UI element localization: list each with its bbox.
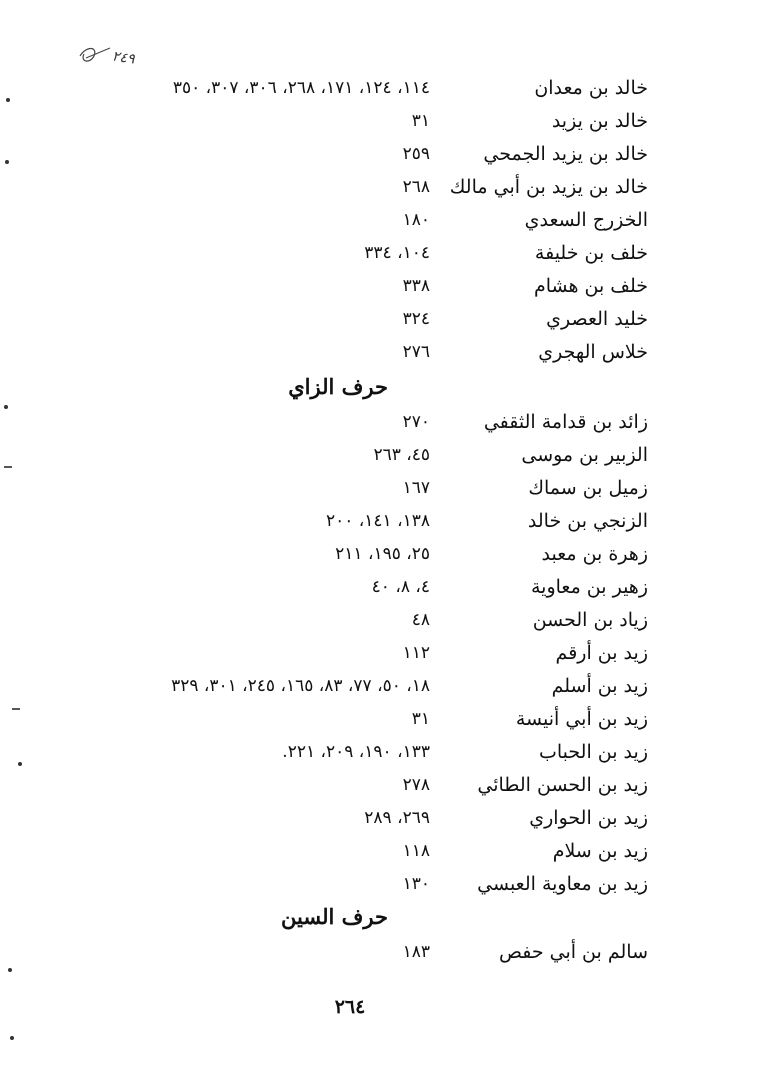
index-entry — [0, 139, 758, 169]
entry-name: زيد بن معاوية العبسي — [477, 873, 648, 895]
section-heading: حرف الزاي — [288, 374, 388, 399]
entry-name: خالد بن يزيد الجمحي — [483, 143, 648, 165]
index-entry — [0, 337, 758, 367]
entry-name: زهير بن معاوية — [530, 576, 648, 598]
entry-pages: ١١٨ — [402, 841, 430, 861]
section-heading: حرف السين — [281, 904, 388, 929]
index-entry — [0, 737, 758, 767]
index-entry — [0, 836, 758, 866]
entry-name: خليد العصري — [546, 308, 648, 330]
scan-speck — [5, 160, 9, 164]
scan-speck — [4, 405, 8, 409]
index-entry — [0, 473, 758, 503]
entry-name: زيد بن أبي أنيسة — [515, 708, 648, 730]
entry-pages: ١٠٤، ٣٣٤ — [364, 243, 430, 263]
index-entry — [0, 106, 758, 136]
scan-speck — [12, 708, 20, 710]
entry-pages: ١١٢ — [402, 643, 430, 663]
index-entry — [0, 238, 758, 268]
scan-speck — [6, 98, 10, 102]
entry-pages: ٣١ — [411, 709, 430, 729]
entry-pages: ٢٥، ١٩٥، ٢١١ — [335, 544, 430, 564]
entry-name: زياد بن الحسن — [532, 609, 648, 631]
entry-name: زهرة بن معبد — [541, 543, 648, 565]
page-number: ٢٦٤ — [334, 996, 366, 1018]
entry-name: سالم بن أبي حفص — [498, 941, 648, 963]
entry-pages: ٢٥٩ — [402, 144, 430, 164]
index-entry — [0, 539, 758, 569]
index-entry — [0, 73, 758, 103]
index-entry — [0, 937, 758, 967]
entry-name: خلاس الهجري — [538, 341, 648, 363]
entry-pages: ٢٧٠ — [402, 412, 430, 432]
entry-name: زيد بن أرقم — [555, 642, 648, 664]
scan-speck — [8, 968, 12, 972]
scan-speck — [18, 762, 22, 766]
index-entry — [0, 638, 758, 668]
entry-name: خلف بن خليفة — [534, 242, 648, 264]
entry-name: خالد بن يزيد — [551, 110, 648, 132]
entry-name: زائد بن قدامة الثقفي — [483, 411, 648, 433]
entry-pages: ٤، ٨، ٤٠ — [371, 577, 430, 597]
index-entry — [0, 803, 758, 833]
index-entry — [0, 869, 758, 899]
entry-name: خالد بن معدان — [534, 77, 648, 99]
entry-name: زيد بن الحباب — [538, 741, 648, 763]
entry-pages: ١٦٧ — [402, 478, 430, 498]
index-entry — [0, 770, 758, 800]
index-entry — [0, 205, 758, 235]
index-entry — [0, 304, 758, 334]
entry-pages: ٢٧٨ — [402, 775, 430, 795]
entry-pages: ٣١ — [411, 111, 430, 131]
entry-pages: ١٨٠ — [402, 210, 430, 230]
entry-pages: ٤٨ — [411, 610, 430, 630]
scan-speck — [10, 1036, 14, 1040]
entry-name: زيد بن الحواري — [529, 807, 648, 829]
index-entry — [0, 671, 758, 701]
entry-name: الزنجي بن خالد — [527, 510, 648, 532]
entry-name: خالد بن يزيد بن أبي مالك — [449, 176, 648, 198]
entry-name: زيد بن أسلم — [551, 675, 648, 697]
entry-name: زيد بن سلام — [552, 840, 648, 862]
index-entry — [0, 572, 758, 602]
entry-name: زميل بن سماك — [528, 477, 648, 499]
index-entry — [0, 271, 758, 301]
entry-pages: ١٣٨، ١٤١، ٢٠٠ — [326, 511, 430, 531]
entry-pages: ٤٥، ٢٦٣ — [373, 445, 430, 465]
index-entry — [0, 506, 758, 536]
entry-pages: ١٨٣ — [402, 942, 430, 962]
index-entry — [0, 704, 758, 734]
entry-name: خلف بن هشام — [533, 275, 648, 297]
entry-pages: ١٨، ٥٠، ٧٧، ٨٣، ١٦٥، ٢٤٥، ٣٠١، ٣٢٩ — [171, 676, 430, 696]
entry-pages: ٢٦٨ — [402, 177, 430, 197]
entry-name: الخزرج السعدي — [524, 209, 648, 231]
entry-pages: ٢٦٩، ٢٨٩ — [364, 808, 430, 828]
entry-name: زيد بن الحسن الطائي — [477, 774, 648, 796]
entry-pages: ١٣٣، ١٩٠، ٢٠٩، ٢٢١. — [282, 742, 430, 762]
entry-name: الزبير بن موسى — [521, 444, 648, 466]
handwritten-number: ٢٤٩ — [110, 48, 136, 68]
entry-pages: ١١٤، ١٢٤، ١٧١، ٢٦٨، ٣٠٦، ٣٠٧، ٣٥٠ — [172, 78, 430, 98]
index-entry — [0, 440, 758, 470]
entry-pages: ٣٣٨ — [402, 276, 430, 296]
scan-speck — [4, 466, 12, 468]
entry-pages: ٣٢٤ — [402, 309, 430, 329]
index-entry — [0, 407, 758, 437]
index-entry — [0, 605, 758, 635]
index-entry — [0, 172, 758, 202]
entry-pages: ١٣٠ — [402, 874, 430, 894]
entry-pages: ٢٧٦ — [402, 342, 430, 362]
